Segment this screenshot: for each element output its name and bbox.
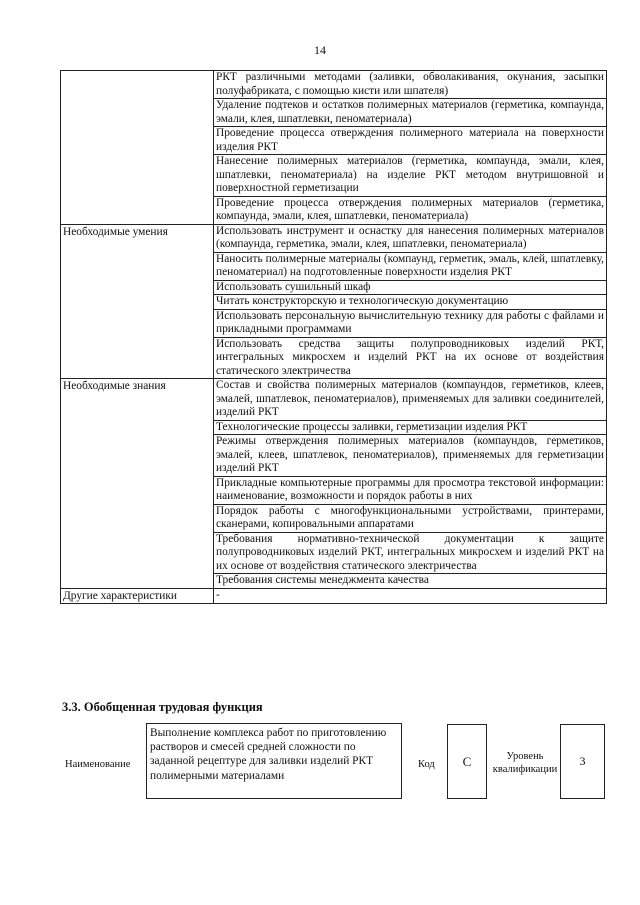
table-row (61, 588, 607, 604)
table-row (61, 252, 607, 280)
row-text: Использовать персональную вычислительную технику для работы с файлами и прикладными программами (214, 309, 607, 337)
row-text: Требования нормативно-технической документации к защите полупроводниковых изделий РКТ, интегральных микросхем и изделий РКТ на их основе от воздействия статического электричества (214, 532, 607, 574)
skills-label: Необходимые умения (61, 224, 214, 252)
other-characteristics-label: Другие характеристики (61, 588, 214, 604)
row-label (61, 71, 214, 99)
table-row (61, 574, 607, 589)
row-label (61, 252, 214, 280)
row-label (61, 155, 214, 197)
row-text: Использовать средства защиты полупроводниковых изделий РКТ, интегральных микросхем и изделий РКТ на их основе от воздействия статического электричества (214, 337, 607, 379)
knowledge-label: Необходимые знания (61, 379, 214, 421)
row-label (61, 337, 214, 379)
table-row (61, 224, 607, 252)
table-row (61, 504, 607, 532)
table-row (61, 337, 607, 379)
table-row (61, 99, 607, 127)
row-text: Использовать инструмент и оснастку для нанесения полимерных материалов (компаунда, герметика, эмали, клея, шпатлевки, пеноматериала) (214, 224, 607, 252)
row-label (61, 295, 214, 310)
row-text: Использовать сушильный шкаф (214, 280, 607, 295)
row-text: Наносить полимерные материалы (компаунд, герметик, эмаль, клей, шпатлевку, пеноматериал) на подготовленные поверхности изделия РКТ (214, 252, 607, 280)
qualification-level-label: Уровень квалификации (492, 751, 558, 775)
competency-table (60, 70, 607, 604)
row-text: Проведение процесса отверждения полимерного материала на поверхности изделия РКТ (214, 127, 607, 155)
row-text: Проведение процесса отверждения полимерных материалов (герметика, компаунда, эмали, клея, шпатлевки, пеноматериала) (214, 196, 607, 224)
row-text: РКТ различными методами (заливки, обволакивания, окунания, засыпки полуфабриката, с помощью кисти или шпателя) (214, 71, 607, 99)
row-label (61, 127, 214, 155)
row-label (61, 504, 214, 532)
row-text: Нанесение полимерных материалов (герметика, компаунда, эмали, клея, шпатлевки, пеноматериала) на изделие РКТ методом внутришовной и поверхностной герметизации (214, 155, 607, 197)
table-row (61, 476, 607, 504)
row-text: Технологические процессы заливки, герметизации изделия РКТ (214, 420, 607, 435)
row-label (61, 435, 214, 477)
code-label: Код (418, 759, 435, 770)
table-row (61, 71, 607, 99)
table-row (61, 532, 607, 574)
row-text: Требования системы менеджмента качества (214, 574, 607, 589)
table-row (61, 155, 607, 197)
code-value: С (447, 724, 487, 799)
row-label (61, 196, 214, 224)
table-row (61, 127, 607, 155)
row-text: Прикладные компьютерные программы для просмотра текстовой информации: наименование, возможности и порядок работы в них (214, 476, 607, 504)
row-label (61, 574, 214, 589)
row-text: Удаление подтеков и остатков полимерных материалов (герметика, компаунда, эмали, клея, шпатлевки, пеноматериала) (214, 99, 607, 127)
row-label (61, 420, 214, 435)
row-label (61, 280, 214, 295)
page-number: 14 (314, 43, 326, 57)
row-label (61, 309, 214, 337)
table-row (61, 280, 607, 295)
row-text: Порядок работы с многофункциональными устройствами, принтерами, сканерами, копировальными аппаратами (214, 504, 607, 532)
row-text: Режимы отверждения полимерных материалов (компаундов, герметиков, эмалей, клеев, шпатлевок, пеноматериалов), применяемых для герметизации изделий РКТ (214, 435, 607, 477)
row-label (61, 532, 214, 574)
row-text: - (214, 588, 607, 604)
row-text: Состав и свойства полимерных материалов (компаундов, герметиков, клеев, эмалей, шпатлевок, пеноматериалов), применяемых для заливки соединителей, изделий РКТ (214, 379, 607, 421)
table-row (61, 435, 607, 477)
row-label (61, 476, 214, 504)
table-row (61, 309, 607, 337)
table-row (61, 196, 607, 224)
table-row (61, 379, 607, 421)
row-text: Читать конструкторскую и технологическую документацию (214, 295, 607, 310)
name-label: Наименование (65, 759, 131, 770)
section-heading: 3.3. Обобщенная трудовая функция (62, 700, 263, 714)
row-label (61, 99, 214, 127)
table-row (61, 295, 607, 310)
name-value: Выполнение комплекса работ по приготовлению растворов и смесей средней сложности по заданной рецептуре для заливки изделий РКТ полимерными материалами (146, 723, 402, 799)
table-row (61, 420, 607, 435)
qualification-level-value: 3 (560, 724, 605, 799)
